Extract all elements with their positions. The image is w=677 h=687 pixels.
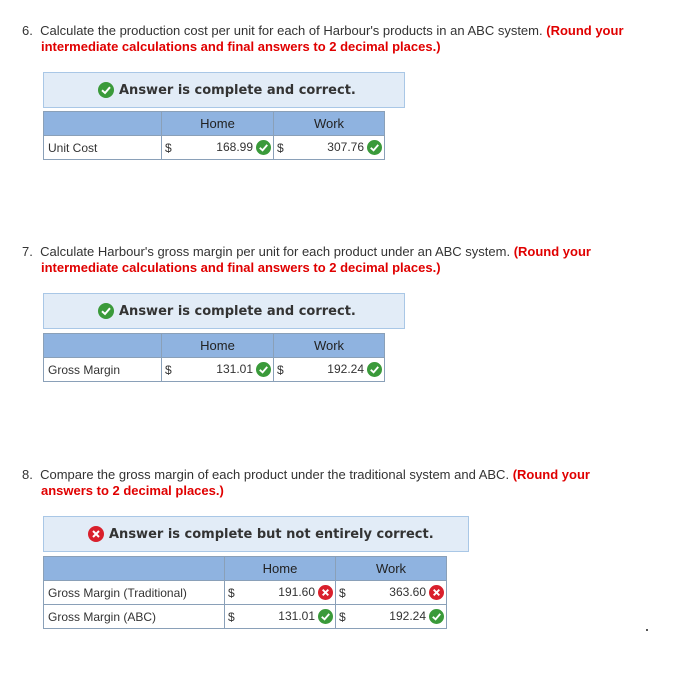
question-8 — [22, 467, 652, 499]
table-row — [44, 581, 447, 605]
question-number: 6. — [22, 23, 33, 38]
question-7 — [22, 244, 652, 276]
question-text: Calculate the production cost per unit for each of Harbour's products in an ABC system. — [40, 23, 543, 38]
col-header-home: Home — [162, 112, 274, 136]
question-number: 7. — [22, 244, 33, 259]
question-text: Compare the gross margin of each product under the traditional system and ABC. — [40, 467, 510, 482]
home-value-cell[interactable] — [176, 136, 274, 160]
question-number: 8. — [22, 467, 33, 482]
work-value: 192.24 — [389, 608, 426, 623]
home-value-cell[interactable] — [239, 581, 336, 605]
answer-table — [43, 333, 385, 382]
home-value-cell[interactable] — [176, 358, 274, 382]
work-value: 363.60 — [389, 584, 426, 599]
col-header-work: Work — [336, 557, 447, 581]
home-value: 168.99 — [216, 139, 253, 154]
work-value: 192.24 — [327, 361, 364, 376]
x-icon — [318, 585, 333, 600]
row-label: Unit Cost — [44, 136, 162, 160]
work-value-cell[interactable] — [288, 358, 385, 382]
row-label: Gross Margin (Traditional) — [44, 581, 225, 605]
status-text: Answer is complete and correct. — [119, 303, 356, 319]
x-icon — [88, 526, 104, 542]
table-row — [44, 358, 385, 382]
col-header-work: Work — [274, 112, 385, 136]
answer-status-banner — [43, 293, 405, 329]
col-header-work: Work — [274, 334, 385, 358]
work-value-cell[interactable] — [288, 136, 385, 160]
check-icon — [98, 82, 114, 98]
check-icon — [318, 609, 333, 624]
row-label: Gross Margin (ABC) — [44, 605, 225, 629]
currency-symbol: $ — [162, 136, 176, 160]
work-value-cell[interactable] — [350, 605, 447, 629]
answer-table — [43, 556, 447, 629]
answer-status-banner — [43, 72, 405, 108]
currency-symbol: $ — [225, 605, 239, 629]
currency-symbol: $ — [336, 581, 350, 605]
currency-symbol: $ — [274, 136, 288, 160]
home-value-cell[interactable] — [239, 605, 336, 629]
check-icon — [256, 362, 271, 377]
rounding-note: (Round your — [513, 244, 591, 259]
x-icon — [429, 585, 444, 600]
work-value-cell[interactable] — [350, 581, 447, 605]
col-header-home: Home — [225, 557, 336, 581]
currency-symbol: $ — [336, 605, 350, 629]
rounding-note-cont: intermediate calculations and final answers to 2 decimal places.) — [41, 39, 441, 54]
check-icon — [429, 609, 444, 624]
currency-symbol: $ — [274, 358, 288, 382]
home-value: 131.01 — [278, 608, 315, 623]
rounding-note-cont: answers to 2 decimal places.) — [41, 483, 224, 498]
stray-dot — [646, 629, 648, 631]
answer-table — [43, 111, 385, 160]
work-value: 307.76 — [327, 139, 364, 154]
rounding-note: (Round your — [546, 23, 624, 38]
home-value: 191.60 — [278, 584, 315, 599]
status-text: Answer is complete but not entirely correct. — [109, 526, 434, 542]
table-row — [44, 605, 447, 629]
currency-symbol: $ — [162, 358, 176, 382]
home-value: 131.01 — [216, 361, 253, 376]
rounding-note: (Round your — [512, 467, 590, 482]
rounding-note-cont: intermediate calculations and final answers to 2 decimal places.) — [41, 260, 441, 275]
status-text: Answer is complete and correct. — [119, 82, 356, 98]
answer-status-banner — [43, 516, 469, 552]
question-text: Calculate Harbour's gross margin per unit for each product under an ABC system. — [40, 244, 511, 259]
col-header-home: Home — [162, 334, 274, 358]
table-row — [44, 136, 385, 160]
check-icon — [367, 140, 382, 155]
check-icon — [367, 362, 382, 377]
currency-symbol: $ — [225, 581, 239, 605]
check-icon — [256, 140, 271, 155]
question-6 — [22, 23, 652, 55]
row-label: Gross Margin — [44, 358, 162, 382]
check-icon — [98, 303, 114, 319]
